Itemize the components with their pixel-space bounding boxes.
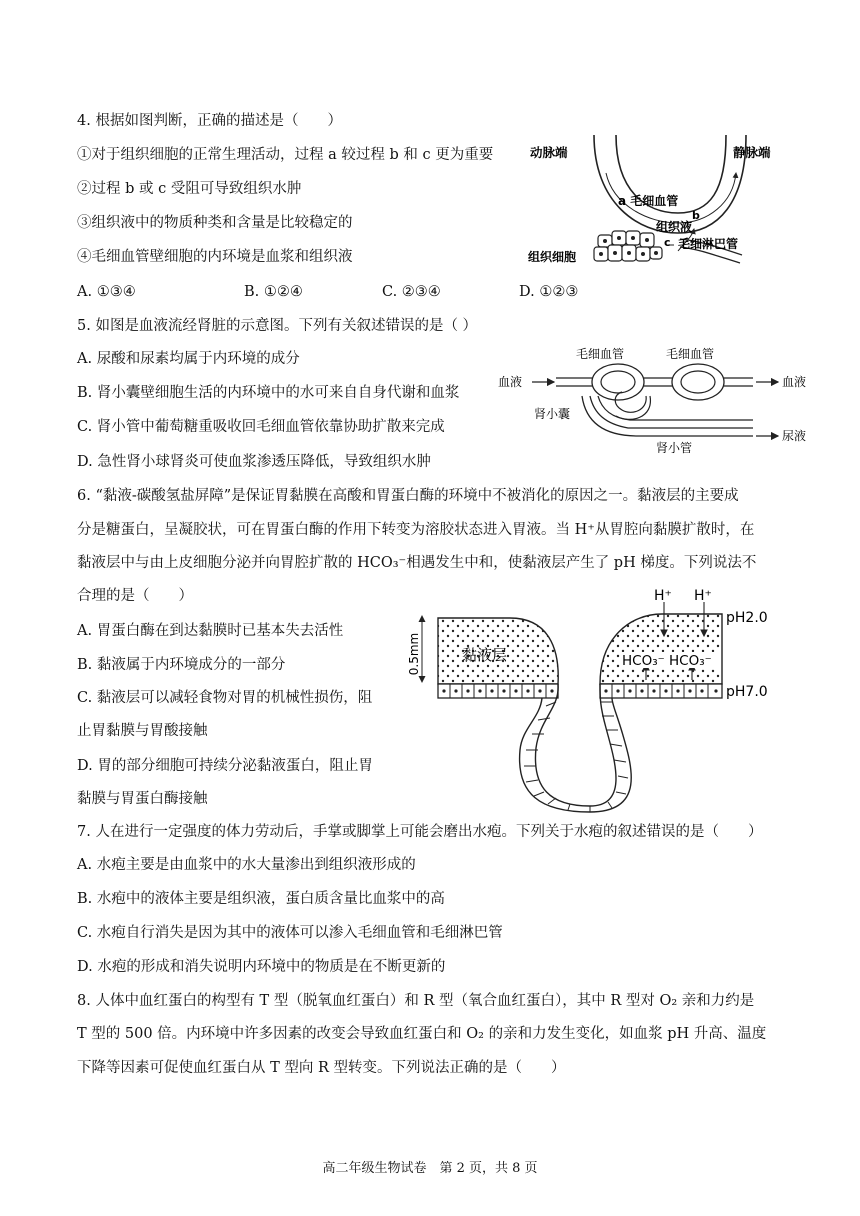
q5-option-c: C. 肾小管中葡萄糖重吸收回毛细血管依靠协助扩散来完成 [77, 419, 445, 435]
q4-option-a: A. ①③④ [77, 284, 136, 300]
q8-stem-3: 下降等因素可促使血红蛋白从 T 型向 R 型转变。下列说法正确的是（ ） [77, 1060, 566, 1076]
label-mucus-layer: 黏液层 [462, 646, 508, 664]
label-blood-in: 血液 [498, 375, 523, 389]
q5-diagram [498, 344, 816, 460]
label-capsule: 肾小囊 [534, 407, 571, 421]
label-ph-top: pH2.0 [726, 610, 768, 626]
page-footer: 高二年级生物试卷 第 2 页，共 8 页 [322, 1161, 538, 1176]
label-urine: 尿液 [782, 429, 807, 443]
q6-option-c: C. 黏液层可以减轻食物对胃的机械性损伤，阻 [77, 690, 373, 706]
q4-option-b: B. ①②④ [244, 284, 303, 300]
q7-stem: 7. 人在进行一定强度的体力劳动后，手掌或脚掌上可能会磨出水疱。下列关于水疱的叙述错误的是（ ） [77, 824, 763, 840]
label-tissue-cell: 组织细胞 [528, 250, 577, 264]
q5-option-b: B. 肾小囊壁细胞生活的内环境中的水可来自自身代谢和血浆 [77, 385, 460, 401]
q4-item-4: ④毛细血管壁细胞的内环境是血浆和组织液 [77, 249, 353, 265]
label-c: c [664, 236, 671, 249]
q5-option-d: D. 急性肾小球肾炎可使血浆渗透压降低，导致组织水肿 [77, 454, 431, 470]
q6-stem-3: 黏液层中与由上皮细胞分泌并向胃腔扩散的 HCO₃⁻相遇发生中和，使黏液层产生了 pH 梯度。下列说法不 [77, 555, 757, 571]
q5-stem: 5. 如图是血液流经肾脏的示意图。下列有关叙述错误的是（ ） [77, 318, 478, 334]
label-capillary-1: 毛细血管 [576, 347, 625, 361]
q4-item-1: ①对于组织细胞的正常生理活动，过程 a 较过程 b 和 c 更为重要 [77, 147, 494, 163]
label-capillary: a 毛细血管 [618, 194, 679, 208]
q7-option-b: B. 水疱中的液体主要是组织液，蛋白质含量比血浆中的高 [77, 891, 445, 907]
q6-diagram [400, 588, 780, 813]
label-artery-end: 动脉端 [530, 145, 568, 160]
q6-option-a: A. 胃蛋白酶在到达黏膜时已基本失去活性 [77, 623, 344, 639]
label-tubule: 肾小管 [656, 441, 693, 455]
q5-option-a: A. 尿酸和尿素均属于内环境的成分 [77, 351, 300, 367]
q6-stem-2: 分是糖蛋白，呈凝胶状，可在胃蛋白酶的作用下转变为溶胶状态进入胃液。当 H⁺从胃腔向黏膜扩散时，在 [77, 522, 755, 538]
label-capillary-2: 毛细血管 [666, 347, 715, 361]
q4-diagram [528, 133, 790, 273]
label-thickness: 0.5mm [407, 632, 421, 676]
q6-stem-4: 合理的是（ ） [77, 588, 193, 604]
q7-option-a: A. 水疱主要是由血浆中的水大量渗出到组织液形成的 [77, 857, 416, 873]
label-vein-end: 静脉端 [733, 145, 771, 160]
q4-option-c: C. ②③④ [382, 284, 441, 300]
label-h-2: H⁺ [694, 588, 712, 604]
label-tissue-fluid: 组织液 [656, 220, 693, 234]
q6-option-b: B. 黏液属于内环境成分的一部分 [77, 657, 286, 673]
q4-option-d: D. ①②③ [519, 284, 579, 300]
q4-item-2: ②过程 b 或 c 受阻可导致组织水肿 [77, 181, 302, 197]
label-ph-bottom: pH7.0 [726, 684, 768, 700]
q4-item-3: ③组织液中的物质种类和含量是比较稳定的 [77, 215, 353, 231]
q4-stem: 4. 根据如图判断，正确的描述是（ ） [77, 113, 342, 129]
q7-option-d: D. 水疱的形成和消失说明内环境中的物质是在不断更新的 [77, 959, 446, 975]
label-b: b [692, 209, 700, 222]
label-h-1: H⁺ [654, 588, 672, 604]
label-blood-out: 血液 [782, 375, 807, 389]
q6-option-d-cont: 黏膜与胃蛋白酶接触 [77, 791, 208, 807]
label-hco3: HCO₃⁻ HCO₃⁻ [622, 653, 712, 669]
q8-stem-1: 8. 人体中血红蛋白的构型有 T 型（脱氧血红蛋白）和 R 型（氧合血红蛋白），其中 R 型对 O₂ 亲和力约是 [77, 993, 755, 1009]
label-lymph: 毛细淋巴管 [678, 237, 739, 251]
q7-option-c: C. 水疱自行消失是因为其中的液体可以渗入毛细血管和毛细淋巴管 [77, 925, 503, 941]
q6-option-c-cont: 止胃黏膜与胃酸接触 [77, 723, 208, 739]
q6-stem-1: 6. “黏液-碳酸氢盐屏障”是保证胃黏膜在高酸和胃蛋白酶的环境中不被消化的原因之一。黏液层的主要成 [77, 488, 739, 504]
q6-option-d: D. 胃的部分细胞可持续分泌黏液蛋白，阻止胃 [77, 758, 373, 774]
q8-stem-2: T 型的 500 倍。内环境中许多因素的改变会导致血红蛋白和 O₂ 的亲和力发生变化，如血浆 pH 升高、温度 [77, 1026, 767, 1042]
